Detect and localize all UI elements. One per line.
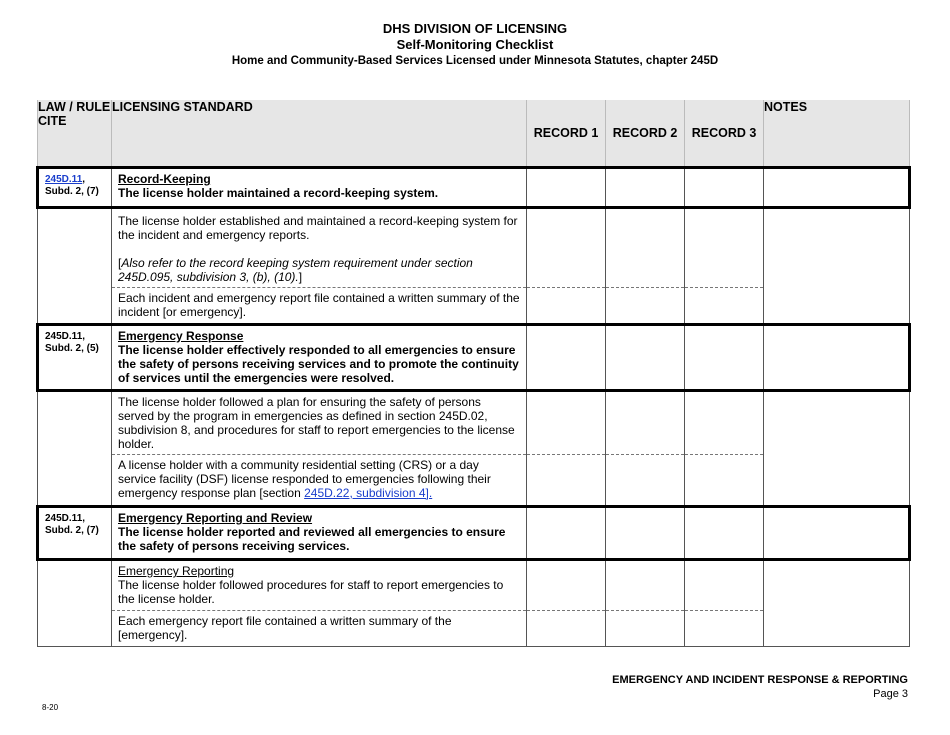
cite-link[interactable]: 245D.11	[45, 174, 83, 185]
record-1-cell[interactable]	[527, 325, 606, 391]
item-row	[38, 208, 910, 288]
cite-blank	[38, 391, 112, 507]
notes-cell[interactable]	[764, 168, 910, 208]
notes-cell[interactable]	[764, 208, 910, 325]
record-3-cell[interactable]	[685, 507, 764, 560]
item-text-cell	[112, 611, 527, 647]
col-record-1: RECORD 1	[527, 100, 606, 168]
record-3-cell[interactable]	[685, 208, 764, 288]
record-1-cell[interactable]	[527, 560, 606, 611]
record-2-cell[interactable]	[606, 611, 685, 647]
record-2-cell[interactable]	[606, 455, 685, 507]
statute-link[interactable]: 245D.22, subdivision 4].	[304, 486, 433, 500]
record-1-cell[interactable]	[527, 455, 606, 507]
law-cite: 245D.11, Subd. 2, (5)	[38, 325, 112, 391]
item-text: The license holder followed procedures for staff to report emergencies to the license holder.	[118, 578, 504, 606]
item-text-cell	[112, 455, 527, 507]
record-2-cell[interactable]	[606, 507, 685, 560]
item-text: Each emergency report file contained a written summary of the [emergency].	[118, 614, 452, 642]
item-text-cell	[112, 560, 527, 611]
record-1-cell[interactable]	[527, 611, 606, 647]
item-row	[38, 560, 910, 611]
section-title: Record-Keeping	[118, 172, 211, 186]
section-title: Emergency Reporting and Review	[118, 511, 313, 525]
item-row	[38, 391, 910, 455]
col-notes: NOTES	[764, 100, 910, 168]
record-3-cell[interactable]	[685, 611, 764, 647]
standard-cell	[112, 507, 527, 560]
cite-rest: , Subd. 2, (7)	[45, 174, 99, 197]
record-2-cell[interactable]	[606, 288, 685, 325]
item-subtitle: Emergency Reporting	[118, 564, 235, 578]
page-number: Page 3	[873, 688, 908, 700]
record-1-cell[interactable]	[527, 391, 606, 455]
document-scope: Home and Community-Based Services Licensed under Minnesota Statutes, chapter 245D	[231, 55, 719, 67]
item-text-cell	[112, 391, 527, 455]
law-cite: 245D.11, Subd. 2, (7)	[38, 507, 112, 560]
standard-cell	[112, 168, 527, 208]
notes-cell[interactable]	[764, 507, 910, 560]
cite-blank	[38, 208, 112, 325]
record-3-cell[interactable]	[685, 288, 764, 325]
record-1-cell[interactable]	[527, 208, 606, 288]
record-3-cell[interactable]	[685, 168, 764, 208]
record-3-cell[interactable]	[685, 325, 764, 391]
col-record-3: RECORD 3	[685, 100, 764, 168]
table-header-row	[38, 100, 910, 168]
section-row-emergency-response	[38, 325, 910, 391]
record-2-cell[interactable]	[606, 391, 685, 455]
record-2-cell[interactable]	[606, 560, 685, 611]
record-1-cell[interactable]	[527, 507, 606, 560]
checklist-table	[36, 100, 911, 647]
item-text: The license holder followed a plan for ensuring the safety of persons served by the program in emergencies as defined in section 245D.02, subdivision 8, and procedures for staff to report emergencies to the license holder.	[118, 395, 515, 451]
record-1-cell[interactable]	[527, 288, 606, 325]
record-3-cell[interactable]	[685, 391, 764, 455]
notes-cell[interactable]	[764, 325, 910, 391]
form-version: 8-20	[42, 703, 59, 712]
notes-cell[interactable]	[764, 560, 910, 647]
section-row-record-keeping	[38, 168, 910, 208]
item-text-cell	[112, 288, 527, 325]
record-2-cell[interactable]	[606, 208, 685, 288]
record-3-cell[interactable]	[685, 560, 764, 611]
section-summary: The license holder effectively responded to all emergencies to ensure the safety of persons receiving services and to promote the continuity of services until the emergencies were resolved.	[118, 343, 519, 385]
item-text: Each incident and emergency report file contained a written summary of the incident [or emergency].	[118, 291, 520, 319]
standard-cell	[112, 325, 527, 391]
item-text: A license holder with a community residential setting (CRS) or a day service facility (DSF) license responded to emergencies following their emergency response plan [section	[118, 458, 491, 500]
section-summary: The license holder reported and reviewed all emergencies to ensure the safety of persons receiving services.	[118, 525, 506, 553]
document-title: DHS DIVISION OF LICENSING	[382, 21, 568, 36]
section-row-emergency-reporting-review	[38, 507, 910, 560]
col-record-2: RECORD 2	[606, 100, 685, 168]
notes-cell[interactable]	[764, 391, 910, 507]
cite-blank	[38, 560, 112, 647]
col-law-rule-cite: LAW / RULE CITE	[38, 100, 112, 168]
document-subtitle: Self-Monitoring Checklist	[396, 37, 554, 52]
item-text: The license holder established and maintained a record-keeping system for the incident and emergency reports.	[118, 214, 518, 242]
record-2-cell[interactable]	[606, 325, 685, 391]
section-summary: The license holder maintained a record-keeping system.	[118, 186, 439, 200]
footer-section-title: EMERGENCY AND INCIDENT RESPONSE & REPORTING	[612, 674, 908, 686]
item-note: [Also refer to the record keeping system requirement under section 245D.095, subdivision 3, (b), (10).]	[118, 256, 473, 284]
section-title: Emergency Response	[118, 329, 244, 343]
record-1-cell[interactable]	[527, 168, 606, 208]
item-text-cell	[112, 208, 527, 288]
record-3-cell[interactable]	[685, 455, 764, 507]
record-2-cell[interactable]	[606, 168, 685, 208]
law-cite	[38, 168, 112, 208]
col-licensing-standard: LICENSING STANDARD	[112, 100, 527, 168]
